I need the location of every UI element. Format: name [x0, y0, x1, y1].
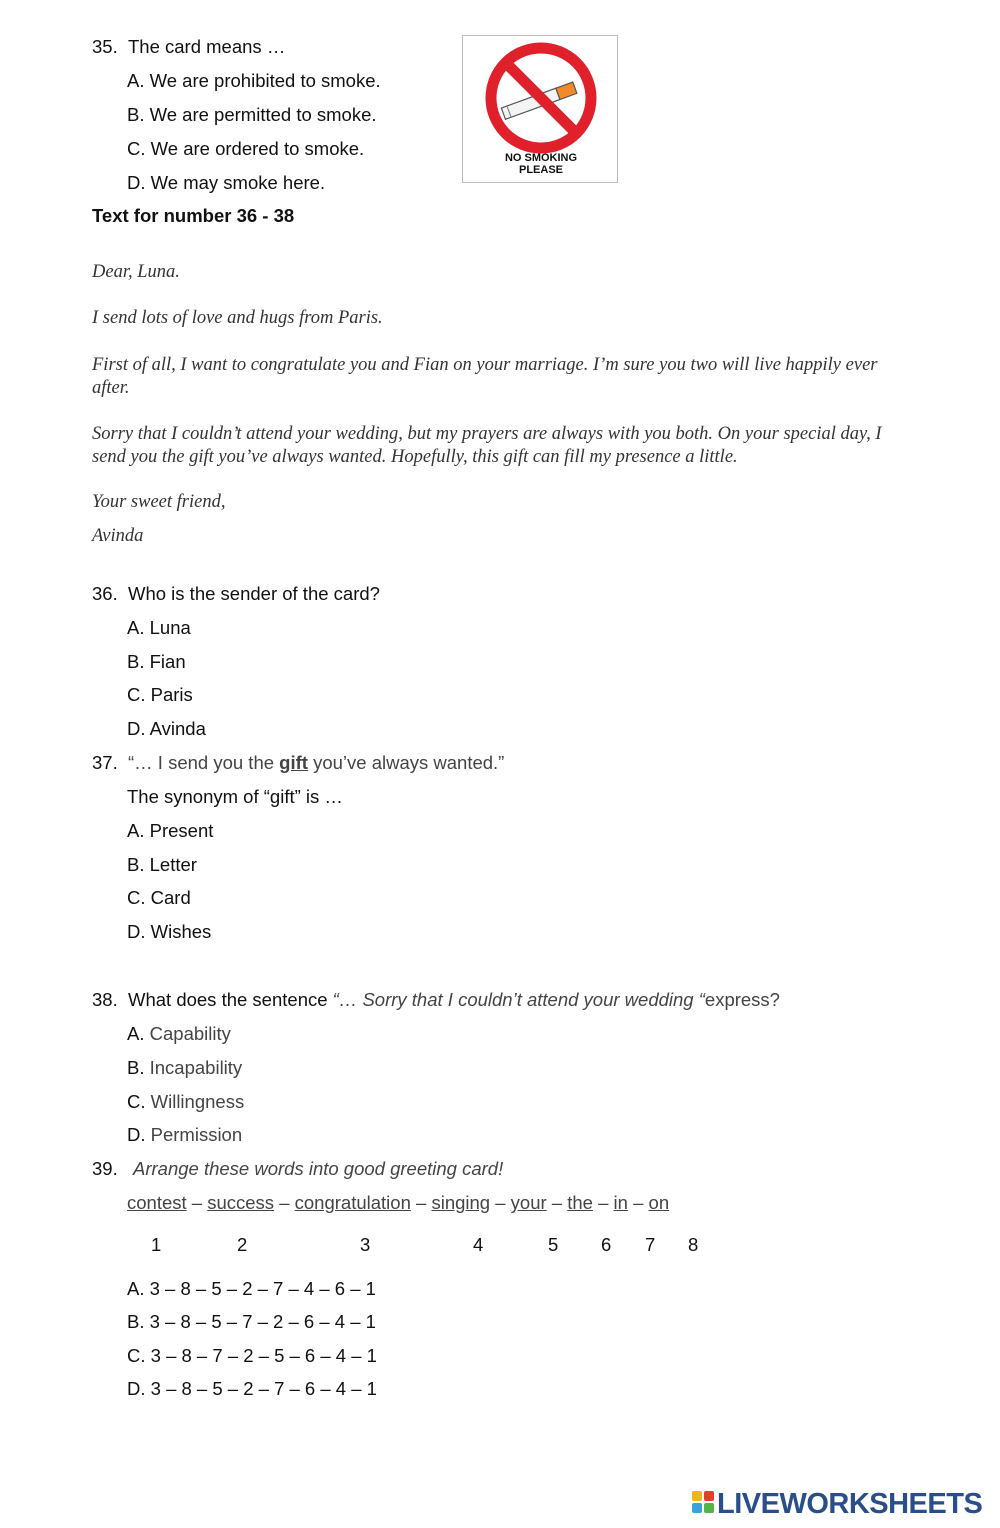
text-heading: Text for number 36 - 38 [92, 205, 295, 226]
q37-quote-keyword: gift [279, 752, 308, 773]
word-number-6: 6 [601, 1234, 612, 1255]
word-in: in [613, 1192, 628, 1213]
q38-option-c[interactable]: C. Willingness [127, 1091, 245, 1112]
word-number-7: 7 [645, 1234, 656, 1255]
q39-option-b[interactable]: B. 3 – 8 – 5 – 7 – 2 – 6 – 4 – 1 [127, 1311, 376, 1332]
letter-paragraph-2: First of all, I want to congratulate you and Fian on your marriage. I’m sure you two will live happily ever after. [92, 355, 878, 398]
q37-question: The synonym of “gift” is … [127, 786, 343, 807]
q39-word-list: contest – success – congratulation – singing – your – the – in – on [127, 1192, 670, 1213]
word-number-5: 5 [548, 1234, 559, 1255]
word-contest: contest [127, 1192, 187, 1213]
q35-question: 35. The card means … [92, 36, 286, 57]
q37-option-d[interactable]: D. Wishes [127, 921, 212, 942]
q38-option-a[interactable]: A. Capability [127, 1023, 231, 1044]
word-congratulation: congratulation [294, 1192, 411, 1213]
q38-option-d[interactable]: D. Permission [127, 1124, 243, 1145]
letter-signature: Avinda [92, 526, 144, 546]
q36-option-c[interactable]: C. Paris [127, 684, 193, 705]
word-the: the [567, 1192, 593, 1213]
liveworksheets-logo-icon [692, 1491, 714, 1513]
q38-option-b[interactable]: B. Incapability [127, 1057, 243, 1078]
q39-option-c[interactable]: C. 3 – 8 – 7 – 2 – 5 – 6 – 4 – 1 [127, 1345, 377, 1366]
q38-question: 38. What does the sentence “… Sorry that I couldn’t attend your wedding “express? [92, 989, 780, 1010]
word-number-4: 4 [473, 1234, 484, 1255]
q36-option-a[interactable]: A. Luna [127, 617, 191, 638]
no-smoking-sign-image [462, 35, 618, 183]
no-smoking-icon [463, 36, 619, 156]
word-success: success [207, 1192, 275, 1213]
word-number-1: 1 [151, 1234, 162, 1255]
word-your: your [510, 1192, 547, 1213]
word-on: on [648, 1192, 670, 1213]
q36-option-d[interactable]: D. Avinda [127, 718, 206, 739]
sign-text-line-2: PLEASE [518, 164, 563, 176]
q37-option-a[interactable]: A. Present [127, 820, 214, 841]
q37-option-c[interactable]: C. Card [127, 887, 191, 908]
word-number-2: 2 [237, 1234, 248, 1255]
word-singing: singing [431, 1192, 491, 1213]
letter-paragraph-1: I send lots of love and hugs from Paris. [92, 308, 383, 328]
q36-option-b[interactable]: B. Fian [127, 651, 186, 672]
q39-option-d[interactable]: D. 3 – 8 – 5 – 2 – 7 – 6 – 4 – 1 [127, 1378, 377, 1399]
liveworksheets-logo [692, 1488, 982, 1522]
letter-greeting: Dear, Luna. [92, 262, 180, 282]
q35-option-d[interactable]: D. We may smoke here. [127, 172, 326, 193]
sign-text-line-1: NO SMOKING [504, 152, 578, 164]
letter-closing: Your sweet friend, [92, 492, 226, 512]
q39-question: 39. Arrange these words into good greeting card! [92, 1158, 504, 1179]
letter-paragraph-3: Sorry that I couldn’t attend your wedding, but my prayers are always with you both. On your special day, I send you the gift you’ve always wanted. Hopefully, this gift can fill my presence a little. [92, 424, 882, 467]
q35-option-c[interactable]: C. We are ordered to smoke. [127, 138, 365, 159]
q35-option-a[interactable]: A. We are prohibited to smoke. [127, 70, 381, 91]
q37-quote: 37. “… I send you the gift you’ve always wanted.” [92, 752, 505, 773]
q37-option-b[interactable]: B. Letter [127, 854, 197, 875]
q39-option-a[interactable]: A. 3 – 8 – 5 – 2 – 7 – 4 – 6 – 1 [127, 1278, 376, 1299]
word-number-8: 8 [688, 1234, 699, 1255]
word-number-3: 3 [360, 1234, 371, 1255]
liveworksheets-logo-text: LIVEWORKSHEETS [717, 1488, 983, 1520]
q35-option-b[interactable]: B. We are permitted to smoke. [127, 104, 377, 125]
q36-question: 36. Who is the sender of the card? [92, 583, 380, 604]
